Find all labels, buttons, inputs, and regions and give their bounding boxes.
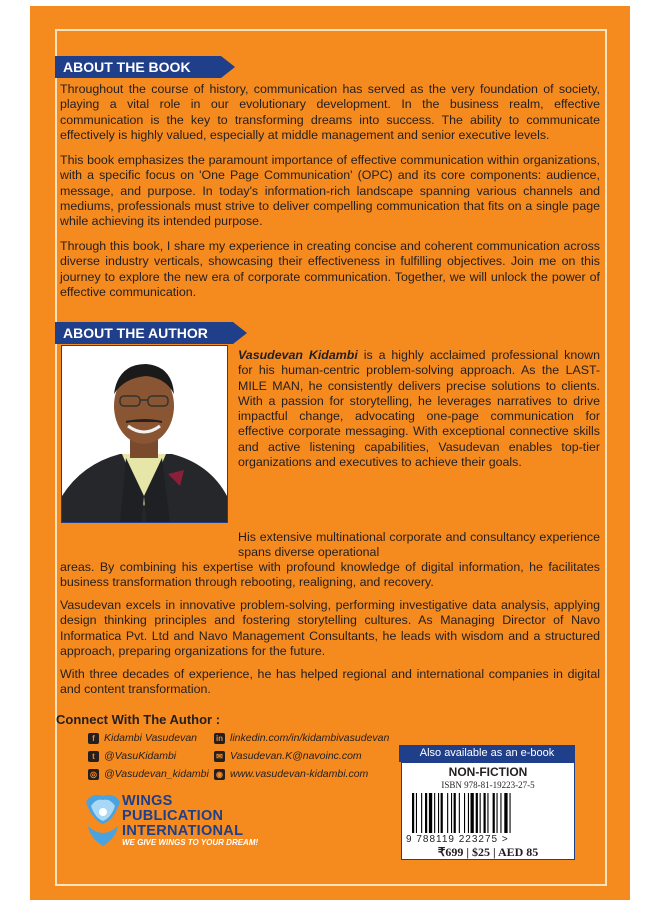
twitter-icon: t xyxy=(88,751,99,762)
author-name: Vasudevan Kidambi xyxy=(238,348,358,362)
email-link[interactable]: ✉ Vasudevan.K@navoinc.com xyxy=(214,750,362,762)
connect-title: Connect With The Author : xyxy=(56,712,221,727)
instagram-link[interactable]: ◎ @Vasudevan_kidambi xyxy=(90,768,209,780)
facebook-icon: f xyxy=(88,733,99,744)
globe-icon: ◉ xyxy=(214,769,225,780)
barcode-number: 9 788119 223275 > xyxy=(406,834,509,845)
author-bio-paragraph-4: With three decades of experience, he has helped regional and international companies in digital and content transformation. xyxy=(60,667,600,697)
linkedin-icon: in xyxy=(215,733,224,743)
about-book-paragraph-2: This book emphasizes the paramount importance of effective communication within organizations, with a specific focus on 'One Page Communication' (OPC) and its core components: audience, message, and purpose. In today's information-rich landscape spanning various channels and mediums, professionals must strive to deliver compelling communication that fits on a single page while achieving its intended purpose. xyxy=(60,153,600,229)
author-photo xyxy=(61,345,228,523)
publisher-tagline: WE GIVE WINGS TO YOUR DREAM! xyxy=(122,838,259,847)
isbn-label: ISBN 978-81-19223-27-5 xyxy=(441,780,535,790)
publisher-name-line-3: INTERNATIONAL xyxy=(122,823,244,839)
barcode-box xyxy=(401,762,575,860)
facebook-link[interactable]: f Kidambi Vasudevan xyxy=(88,732,197,744)
about-book-heading: ABOUT THE BOOK xyxy=(55,56,221,78)
twitter-link[interactable]: t @VasuKidambi xyxy=(88,750,176,762)
publisher-name-line-2: PUBLICATION xyxy=(122,808,224,824)
author-bio-paragraph-1 xyxy=(238,348,600,470)
about-book-paragraph-1: Throughout the course of history, communication has served as the very foundation of society, playing a vital role in our evolutionary development. In the business realm, effective communication is the key to transforming dreams into success. The ability to communicate effectively is highly valued, especially at middle management and senior executive levels. xyxy=(60,82,600,142)
barcode xyxy=(410,793,560,833)
instagram-icon: ◎ xyxy=(88,769,99,780)
publisher-wings-logo-icon xyxy=(86,790,120,848)
ebook-banner: Also available as an e-book xyxy=(399,745,575,762)
email-icon: ✉ xyxy=(214,751,225,762)
genre-label: NON-FICTION xyxy=(448,765,528,779)
author-bio-paragraph-2-start: His extensive multinational corporate and consultancy experience spans diverse operational xyxy=(238,530,600,560)
publisher-name-line-1: WINGS xyxy=(122,793,173,809)
website-link[interactable]: ◉ www.vasudevan-kidambi.com xyxy=(216,768,369,780)
price-label: ₹699 | $25 | AED 85 xyxy=(437,845,539,859)
about-author-heading: ABOUT THE AUTHOR xyxy=(55,322,233,344)
linkedin-link[interactable]: in linkedin.com/in/kidambivasudevan xyxy=(215,732,390,744)
author-bio-paragraph-2-rest: areas. By combining his expertise with profound knowledge of digital information, he facilitates business transformation through rebooting, realigning, and recovery. xyxy=(60,560,600,590)
about-book-paragraph-3: Through this book, I share my experience in creating concise and coherent communication across diverse industry verticals, showcasing their effectiveness in fulfilling objectives. Join me on this journey to explore the new era of corporate communication. Together, we will unlock the power of effective communication. xyxy=(60,239,600,299)
author-bio-paragraph-3: Vasudevan excels in innovative problem-solving, performing investigative data analysis, applying design thinking principles and fostering storytelling cultures. As Managing Director of Navo Informatica Pvt. Ltd and Navo Management Consultants, he leads with wisdom and a structured approach, preparing organizations for the future. xyxy=(60,598,600,658)
author-bio-1-text: is a highly acclaimed professional known for his human-centric problem-solving approach. As the LAST-MILE MAN, he consistently delivers precise solutions to clients. With a passion for storytelling, he leverages narratives to drive impactful change, advocating one-page communication for effective corporate messaging. With exceptional connective skills and active listening capabilities, Vasudevan enables top-tier organizations and executives to achieve their goals. xyxy=(238,348,600,470)
